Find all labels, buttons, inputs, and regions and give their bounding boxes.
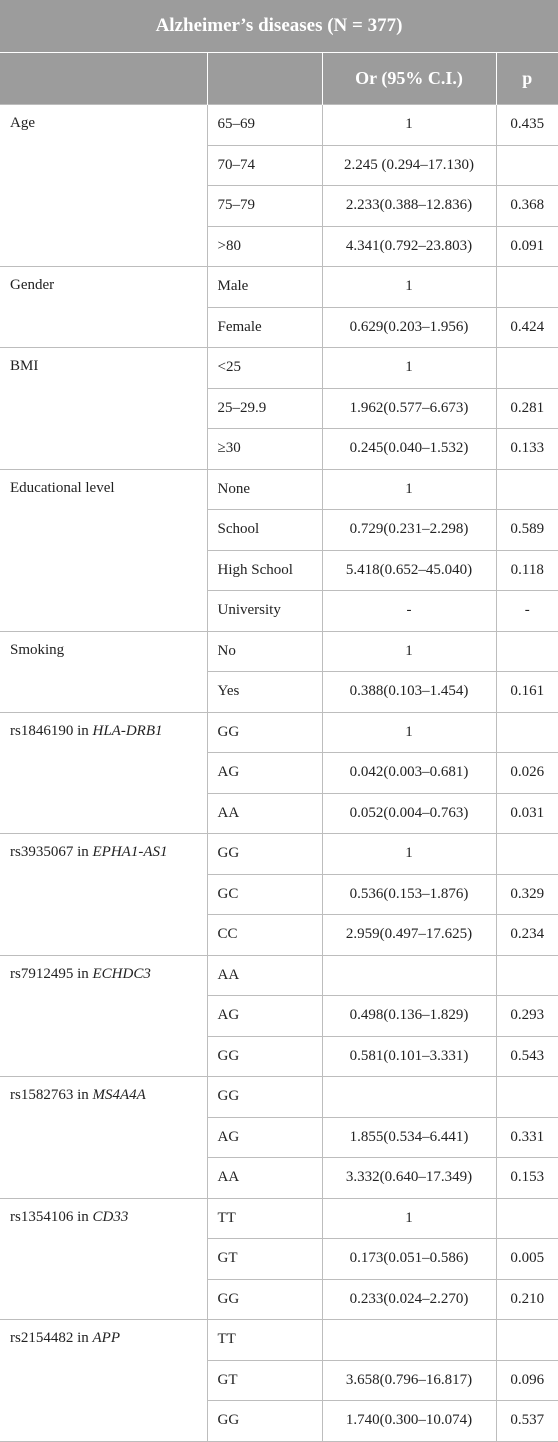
p-value-cell: [496, 145, 558, 186]
level-cell: TT: [207, 1320, 322, 1361]
level-cell: 25–29.9: [207, 388, 322, 429]
variable-label: rs1846190 in: [10, 722, 93, 739]
level-cell: School: [207, 510, 322, 551]
or-cell: 1: [322, 834, 496, 875]
or-cell: 0.233(0.024–2.270): [322, 1279, 496, 1320]
or-cell: [322, 955, 496, 996]
variable-label: Educational level: [10, 479, 115, 496]
variable-cell: [0, 1320, 207, 1442]
table-row: [0, 712, 558, 753]
gene-name: APP: [92, 1330, 120, 1346]
gene-name: CD33: [92, 1208, 129, 1225]
variable-cell: [0, 834, 207, 956]
or-cell: 0.498(0.136–1.829): [322, 996, 496, 1037]
gene-name: MS4A4A: [92, 1087, 146, 1103]
p-value-cell: [496, 469, 558, 510]
or-cell: 0.729(0.231–2.298): [322, 510, 496, 551]
variable-label: Gender: [10, 277, 55, 293]
table-title: Alzheimer’s diseases (N = 377): [0, 0, 558, 53]
p-value-cell: 0.153: [496, 1158, 558, 1199]
p-value-cell: 0.031: [496, 793, 558, 834]
level-cell: None: [207, 469, 322, 510]
gene-name: HLA-DRB1: [92, 722, 163, 739]
level-cell: High School: [207, 550, 322, 591]
or-cell: 1: [322, 267, 496, 308]
p-value-cell: 0.281: [496, 388, 558, 429]
p-value-cell: [496, 1198, 558, 1239]
p-value-cell: 0.005: [496, 1239, 558, 1280]
p-value-cell: [496, 631, 558, 672]
table-row: [0, 267, 558, 308]
level-cell: GT: [207, 1360, 322, 1401]
level-cell: TT: [207, 1198, 322, 1239]
p-value-cell: 0.161: [496, 672, 558, 713]
level-cell: AA: [207, 955, 322, 996]
or-cell: 1: [322, 631, 496, 672]
or-cell: 1: [322, 712, 496, 753]
or-cell: 1: [322, 1198, 496, 1239]
or-cell: 1: [322, 348, 496, 389]
or-cell: 4.341(0.792–23.803): [322, 226, 496, 267]
p-value-cell: -: [496, 591, 558, 632]
or-cell: 0.173(0.051–0.586): [322, 1239, 496, 1280]
table-row: [0, 631, 558, 672]
level-cell: GT: [207, 1239, 322, 1280]
level-cell: AA: [207, 793, 322, 834]
level-cell: 70–74: [207, 145, 322, 186]
variable-cell: [0, 1077, 207, 1199]
variable-cell: [0, 712, 207, 834]
level-cell: GG: [207, 1279, 322, 1320]
or-cell: 2.245 (0.294–17.130): [322, 145, 496, 186]
level-cell: GG: [207, 712, 322, 753]
level-cell: 65–69: [207, 105, 322, 146]
or-cell: 1.855(0.534–6.441): [322, 1117, 496, 1158]
level-cell: GG: [207, 1077, 322, 1118]
variable-label: BMI: [10, 358, 39, 374]
or-cell: 0.629(0.203–1.956): [322, 307, 496, 348]
table-row: [0, 955, 558, 996]
or-cell: 3.658(0.796–16.817): [322, 1360, 496, 1401]
or-cell: 5.418(0.652–45.040): [322, 550, 496, 591]
gene-name: ECHDC3: [92, 965, 151, 982]
or-cell: [322, 1077, 496, 1118]
or-cell: 0.536(0.153–1.876): [322, 874, 496, 915]
p-value-cell: 0.133: [496, 429, 558, 470]
variable-cell: [0, 105, 207, 267]
p-value-cell: [496, 1320, 558, 1361]
p-value-cell: [496, 834, 558, 875]
or-cell: 2.959(0.497–17.625): [322, 915, 496, 956]
level-cell: 75–79: [207, 186, 322, 227]
p-value-cell: [496, 348, 558, 389]
p-value-cell: 0.543: [496, 1036, 558, 1077]
or-cell: 2.233(0.388–12.836): [322, 186, 496, 227]
column-header-or: Or (95% C.I.): [322, 53, 496, 105]
level-cell: CC: [207, 915, 322, 956]
table-row: [0, 105, 558, 146]
variable-cell: [0, 955, 207, 1077]
p-value-cell: 0.368: [496, 186, 558, 227]
variable-label: rs7912495 in: [10, 965, 93, 982]
variable-cell: [0, 1198, 207, 1320]
p-value-cell: 0.091: [496, 226, 558, 267]
or-cell: 0.052(0.004–0.763): [322, 793, 496, 834]
p-value-cell: 0.118: [496, 550, 558, 591]
variable-label: rs2154482 in: [10, 1330, 93, 1346]
column-header-p: p: [496, 53, 558, 105]
p-value-cell: [496, 267, 558, 308]
p-value-cell: 0.234: [496, 915, 558, 956]
column-header-variable: [0, 53, 207, 105]
or-cell: 0.042(0.003–0.681): [322, 753, 496, 794]
variable-cell: [0, 469, 207, 631]
table-row: [0, 1320, 558, 1361]
or-cell: 0.388(0.103–1.454): [322, 672, 496, 713]
variable-label: rs1354106 in: [10, 1208, 93, 1225]
p-value-cell: 0.026: [496, 753, 558, 794]
or-cell: 1.962(0.577–6.673): [322, 388, 496, 429]
table-row: [0, 348, 558, 389]
or-cell: [322, 1320, 496, 1361]
level-cell: Female: [207, 307, 322, 348]
level-cell: GG: [207, 1036, 322, 1077]
column-header-level: [207, 53, 322, 105]
level-cell: GC: [207, 874, 322, 915]
level-cell: GG: [207, 1401, 322, 1442]
variable-label: rs3935067 in: [10, 844, 93, 860]
p-value-cell: 0.096: [496, 1360, 558, 1401]
variable-cell: [0, 267, 207, 348]
level-cell: >80: [207, 226, 322, 267]
p-value-cell: 0.424: [496, 307, 558, 348]
level-cell: GG: [207, 834, 322, 875]
p-value-cell: 0.329: [496, 874, 558, 915]
p-value-cell: 0.435: [496, 105, 558, 146]
or-cell: 0.581(0.101–3.331): [322, 1036, 496, 1077]
level-cell: No: [207, 631, 322, 672]
or-cell: 1.740(0.300–10.074): [322, 1401, 496, 1442]
level-cell: Male: [207, 267, 322, 308]
p-value-cell: 0.293: [496, 996, 558, 1037]
table-row: [0, 834, 558, 875]
p-value-cell: 0.537: [496, 1401, 558, 1442]
level-cell: ≥30: [207, 429, 322, 470]
p-value-cell: [496, 712, 558, 753]
or-cell: 0.245(0.040–1.532): [322, 429, 496, 470]
variable-label: Age: [10, 115, 35, 131]
p-value-cell: [496, 955, 558, 996]
gene-name: EPHA1-AS1: [92, 844, 168, 860]
or-cell: 1: [322, 469, 496, 510]
or-cell: 1: [322, 105, 496, 146]
table-body: [0, 105, 558, 1442]
level-cell: AA: [207, 1158, 322, 1199]
table-row: [0, 1077, 558, 1118]
table-row: [0, 1198, 558, 1239]
p-value-cell: 0.210: [496, 1279, 558, 1320]
variable-cell: [0, 348, 207, 470]
p-value-cell: 0.331: [496, 1117, 558, 1158]
variable-label: rs1582763 in: [10, 1087, 93, 1103]
or-cell: -: [322, 591, 496, 632]
p-value-cell: 0.589: [496, 510, 558, 551]
level-cell: AG: [207, 996, 322, 1037]
level-cell: Yes: [207, 672, 322, 713]
level-cell: AG: [207, 753, 322, 794]
or-cell: 3.332(0.640–17.349): [322, 1158, 496, 1199]
level-cell: <25: [207, 348, 322, 389]
table-row: [0, 469, 558, 510]
table-header: [0, 0, 558, 105]
level-cell: University: [207, 591, 322, 632]
variable-label: Smoking: [10, 641, 65, 658]
p-value-cell: [496, 1077, 558, 1118]
level-cell: AG: [207, 1117, 322, 1158]
variable-cell: [0, 631, 207, 712]
